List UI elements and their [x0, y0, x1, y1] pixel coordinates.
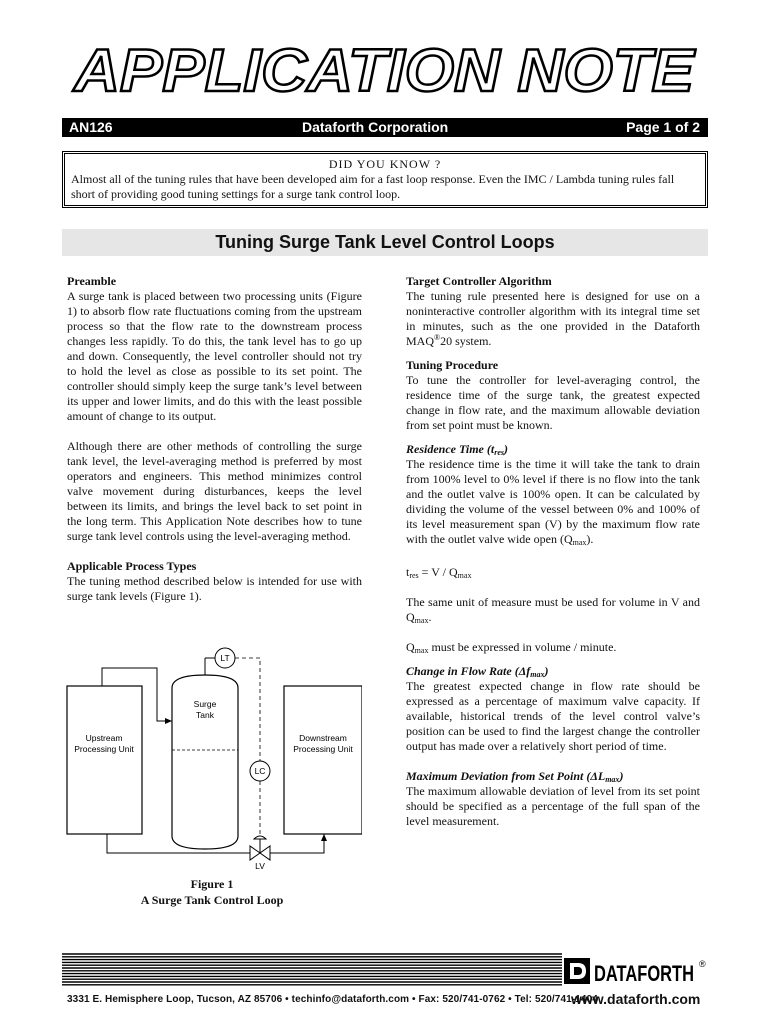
- figure-label: Figure 1: [190, 877, 234, 891]
- process-types-heading: Applicable Process Types: [67, 559, 197, 573]
- flow-text: The greatest expected change in flow rate should be expressed as a percentage of maximum valve capacity. If available, historical trends of the level control valve’s position can be used to find the largest change the controller output has made over a relatively short period of time.: [406, 679, 700, 753]
- header-bar: [62, 118, 708, 137]
- downstream-unit: [284, 686, 362, 834]
- residence-text: The residence time is the time it will take the tank to drain from 100% level to 0% level if there is no flow into the tank and the outlet valve is 100% open. It can be calculated by dividing the volume of the vessel between 0% and 100% of its level measurement span (V) by the maximum flow rate with the outlet valve wide open $(Q_{max})$.: [406, 457, 700, 547]
- did-you-know-text: Almost all of the tuning rules that have been developed aim for a fast loop response. Even the IMC / Lambda tuning rules fall short of providing good tuning settings for a surge tank control loop.: [71, 172, 675, 201]
- lt-label: LT: [220, 653, 230, 663]
- target-heading: Target Controller Algorithm: [406, 274, 552, 288]
- did-you-know-box: [62, 151, 708, 208]
- surge-label-1: Surge: [193, 699, 217, 709]
- unit-text: The same unit of measure must be used for volume in V and $Q_{max}$.: [406, 595, 700, 625]
- residence-heading: Residence Time $(t_{res})$: [406, 442, 508, 457]
- figure-caption: [62, 876, 362, 908]
- downstream-label-1: Downstream: [299, 733, 347, 743]
- application-note-banner: [0, 36, 768, 116]
- banner-title: APPLICATION NOTE: [71, 37, 697, 104]
- lc-label: LC: [254, 766, 266, 776]
- right-column: [406, 274, 700, 829]
- dataforth-logo: [562, 955, 712, 987]
- procedure-text: To tune the controller for level-averaging control, the residence time of the surge tank, the greatest expected change in flow rate, and the maximum allowable deviation from set point must be known.: [406, 373, 700, 432]
- lt-signal-line: [235, 658, 260, 761]
- deviation-heading: Maximum Deviation from Set Point $(\Delta L_{max})$: [406, 769, 624, 784]
- procedure-heading: Tuning Procedure: [406, 358, 499, 372]
- lv-label: LV: [255, 861, 265, 871]
- qmax-text: $Q_{max}$ must be expressed in volume / minute.: [406, 640, 617, 655]
- logo-registered: ®: [699, 959, 706, 969]
- lv-valve: [250, 846, 260, 860]
- process-types-text: The tuning method described below is intended for use with surge tank levels (Figure 1).: [67, 574, 362, 603]
- upstream-label-1: Upstream: [85, 733, 123, 743]
- surge-label-2: Tank: [196, 710, 214, 720]
- residence-equation: $t_{res} = V / Q_{max}$: [406, 565, 472, 580]
- preamble-heading: Preamble: [67, 274, 117, 288]
- outlet-arrow: [321, 834, 327, 841]
- company-name: Dataforth Corporation: [302, 119, 449, 135]
- preamble-paragraph-2: Although there are other methods of controlling the surge tank level, the level-averaging method is preferred by most operators and engineers. This method minimizes control valve movement during disturbances, keeps the level between its limits, and brings the level back to set point in the long term. This Application Note describes how to tune surge tank level controls using the level-averaging method.: [67, 439, 362, 543]
- footer-website[interactable]: www.dataforth.com: [571, 991, 701, 1007]
- surge-tank-diagram: [62, 643, 362, 873]
- page-number: Page 1 of 2: [626, 119, 700, 135]
- logo-text: DATAFORTH: [594, 961, 694, 986]
- preamble-paragraph-1: A surge tank is placed between two processing units (Figure 1) to absorb flow rate fluctuations coming from the upstream process so that the flow rate to the downstream process changes less rapidly. To do this, the tank level has to go up and down. Consequently, the level controller should not try to hold the level as close as possible to its set point. The controller should simply keep the surge tank’s level between its upper and lower limits, and do this with the least possible amount of change to its output.: [67, 289, 362, 423]
- article-title: Tuning Surge Tank Level Control Loops: [62, 229, 708, 256]
- footer-stripes: [62, 952, 562, 988]
- flow-heading: Change in Flow Rate $(\Delta f_{max})$: [406, 664, 549, 679]
- deviation-text: The maximum allowable deviation of level from its set point should be specified as a percentage of the full span of the level measurement.: [406, 784, 700, 828]
- upstream-label-2: Processing Unit: [74, 744, 134, 754]
- doc-id: AN126: [69, 119, 113, 135]
- outlet-line-2: [270, 834, 324, 853]
- upstream-unit: [67, 686, 142, 834]
- footer-address: 3331 E. Hemisphere Loop, Tucson, AZ 85706 • techinfo@dataforth.com • Fax: 520/741-0762 • Tel: 520/741-1404: [67, 994, 598, 1005]
- target-text: The tuning rule presented here is designed for use on a noninteractive controller algorithm with its integral time set in minutes, such as the one provided in the Dataforth MAQ®20 system.: [406, 289, 700, 348]
- figure-caption-text: A Surge Tank Control Loop: [140, 893, 284, 907]
- downstream-label-2: Processing Unit: [293, 744, 353, 754]
- inlet-arrow: [165, 718, 172, 724]
- did-you-know-title: DID YOU KNOW ?: [328, 157, 442, 171]
- left-column: [67, 274, 362, 604]
